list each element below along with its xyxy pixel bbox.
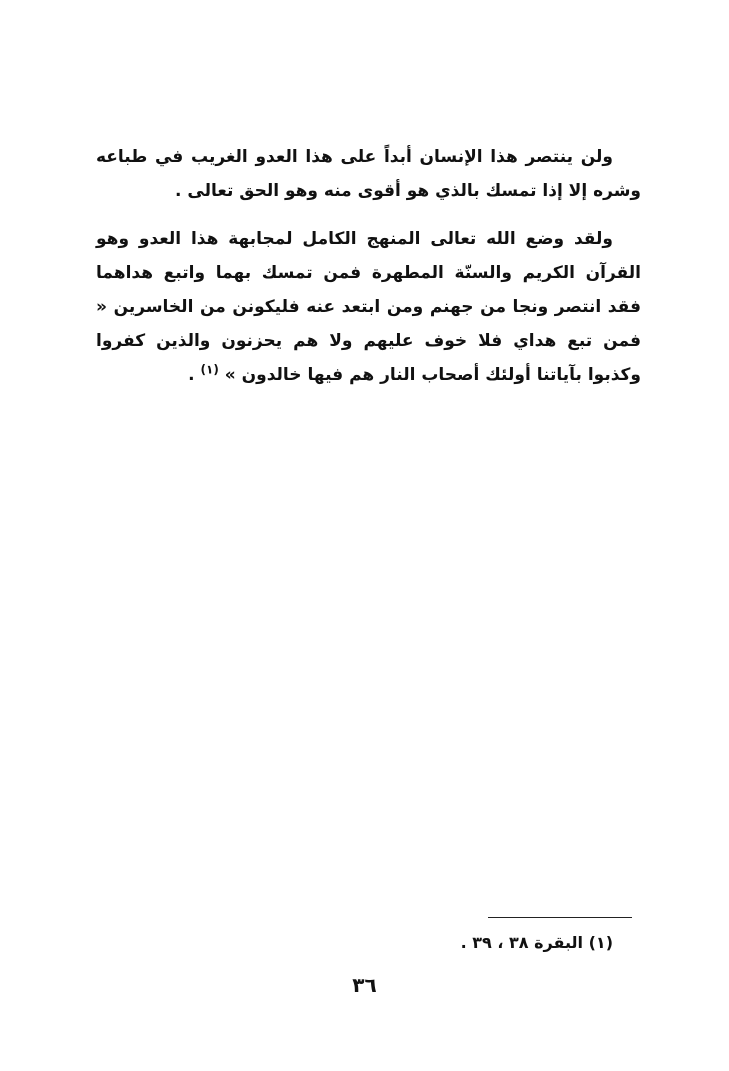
paragraph-2-text: ولقد وضع الله تعالى المنهج الكامل لمجابهة هذا العدو وهو القرآن الكريم والسنّة المطهرة فمن تمسك بهما واتبع هداهما فقد انتصر ونجا من جهنم ومن ابتعد عنه فليكونن من الخاسرين « فمن تبع هداي فلا خوف عليهم ولا هم يحزنون والذين كفروا وكذبوا بآياتنا أولئك أصحاب النار هم فيها خالدون » bbox=[96, 229, 641, 385]
page-number: ٣٦ bbox=[352, 973, 377, 997]
footnote-separator bbox=[488, 917, 632, 918]
footnote: (١) البقرة ٣٨ ، ٣٩ . bbox=[460, 933, 613, 952]
paragraph-1-text: ولن ينتصر هذا الإنسان أبداً على هذا العدو الغريب في طباعه وشره إلا إذا تمسك بالذي هو أقوى منه وهو الحق تعالى . bbox=[96, 147, 641, 201]
paragraph-2 bbox=[96, 222, 641, 392]
paragraph-1 bbox=[96, 140, 641, 208]
paragraph-2-body bbox=[96, 222, 641, 392]
footnote-marker: (١) bbox=[200, 362, 219, 377]
paragraph-2-tail: . bbox=[188, 365, 201, 385]
